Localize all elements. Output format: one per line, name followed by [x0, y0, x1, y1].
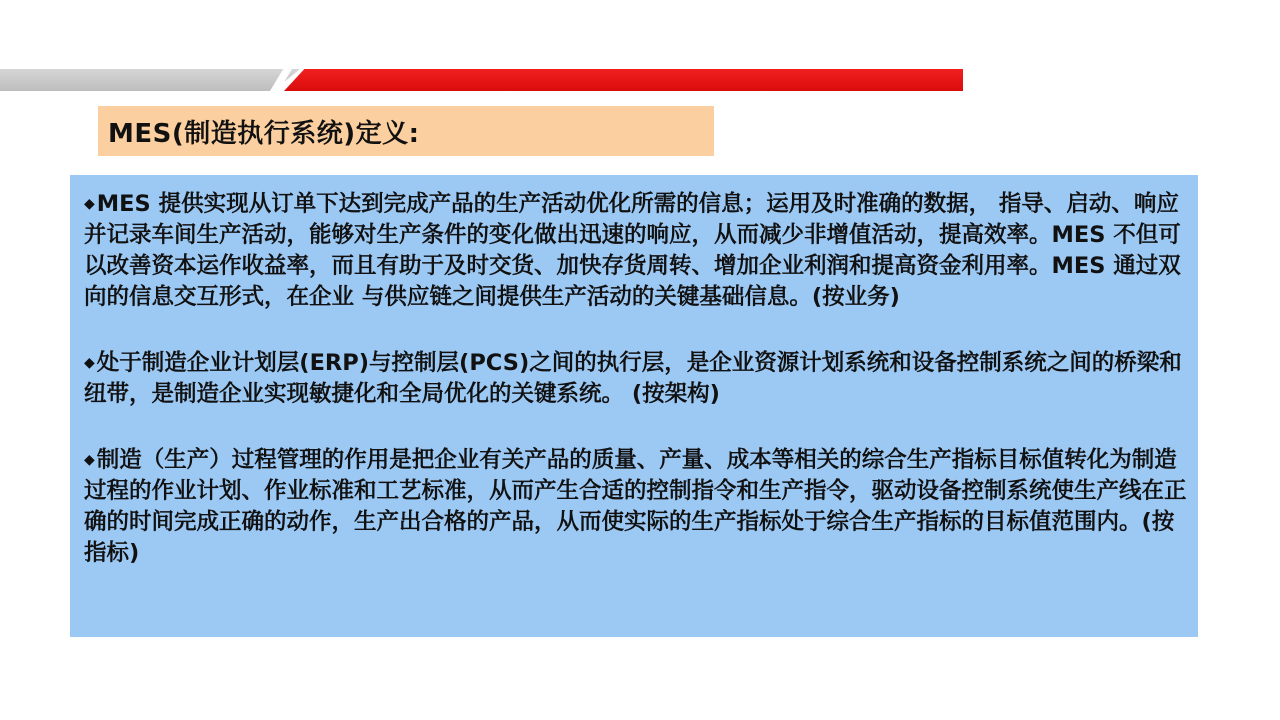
diamond-bullet-icon: ◆: [84, 355, 95, 371]
paragraph-metrics: [84, 445, 1188, 569]
diamond-bullet-icon: ◆: [84, 196, 95, 212]
paragraph-text: 制造（生产）过程管理的作用是把企业有关产品的质量、产量、成本等相关的综合生产指标目标值转化为制造过程的作业计划、作业标准和工艺标准，从而产生合适的控制指令和生产指令，驱动设备控制系统使生产线在正确的时间完成正确的动作，生产出合格的产品，从而使实际的生产指标处于综合生产指标的目标值范围内。(按指标): [84, 447, 1187, 566]
paragraph-business: [84, 189, 1188, 313]
content-box: [70, 175, 1198, 637]
title-box: [98, 106, 714, 156]
paragraph-text: MES 提供实现从订单下达到完成产品的生产活动优化所需的信息；运用及时准确的数据， 指导、启动、响应并记录车间生产活动，能够对生产条件的变化做出迅速的响应，从而减少非增值活动，提高效率。MES 不但可以改善资本运作收益率，而且有助于及时交货、加快存货周转、增加企业利润和提高资金利用率。MES 通过双向的信息交互形式，在企业 与供应链之间提供生产活动的关键基础信息。(按业务): [84, 191, 1181, 310]
header-stripe-red: [284, 69, 963, 91]
diamond-bullet-icon: ◆: [84, 452, 95, 468]
paragraph-text: 处于制造企业计划层(ERP)与控制层(PCS)之间的执行层，是企业资源计划系统和设备控制系统之间的桥梁和纽带，是制造企业实现敏捷化和全局优化的关键系统。 (按架构): [84, 350, 1182, 407]
paragraph-architecture: [84, 348, 1188, 410]
header-stripe-gray: [0, 69, 300, 91]
slide-title: MES(制造执行系统)定义:: [108, 118, 420, 149]
